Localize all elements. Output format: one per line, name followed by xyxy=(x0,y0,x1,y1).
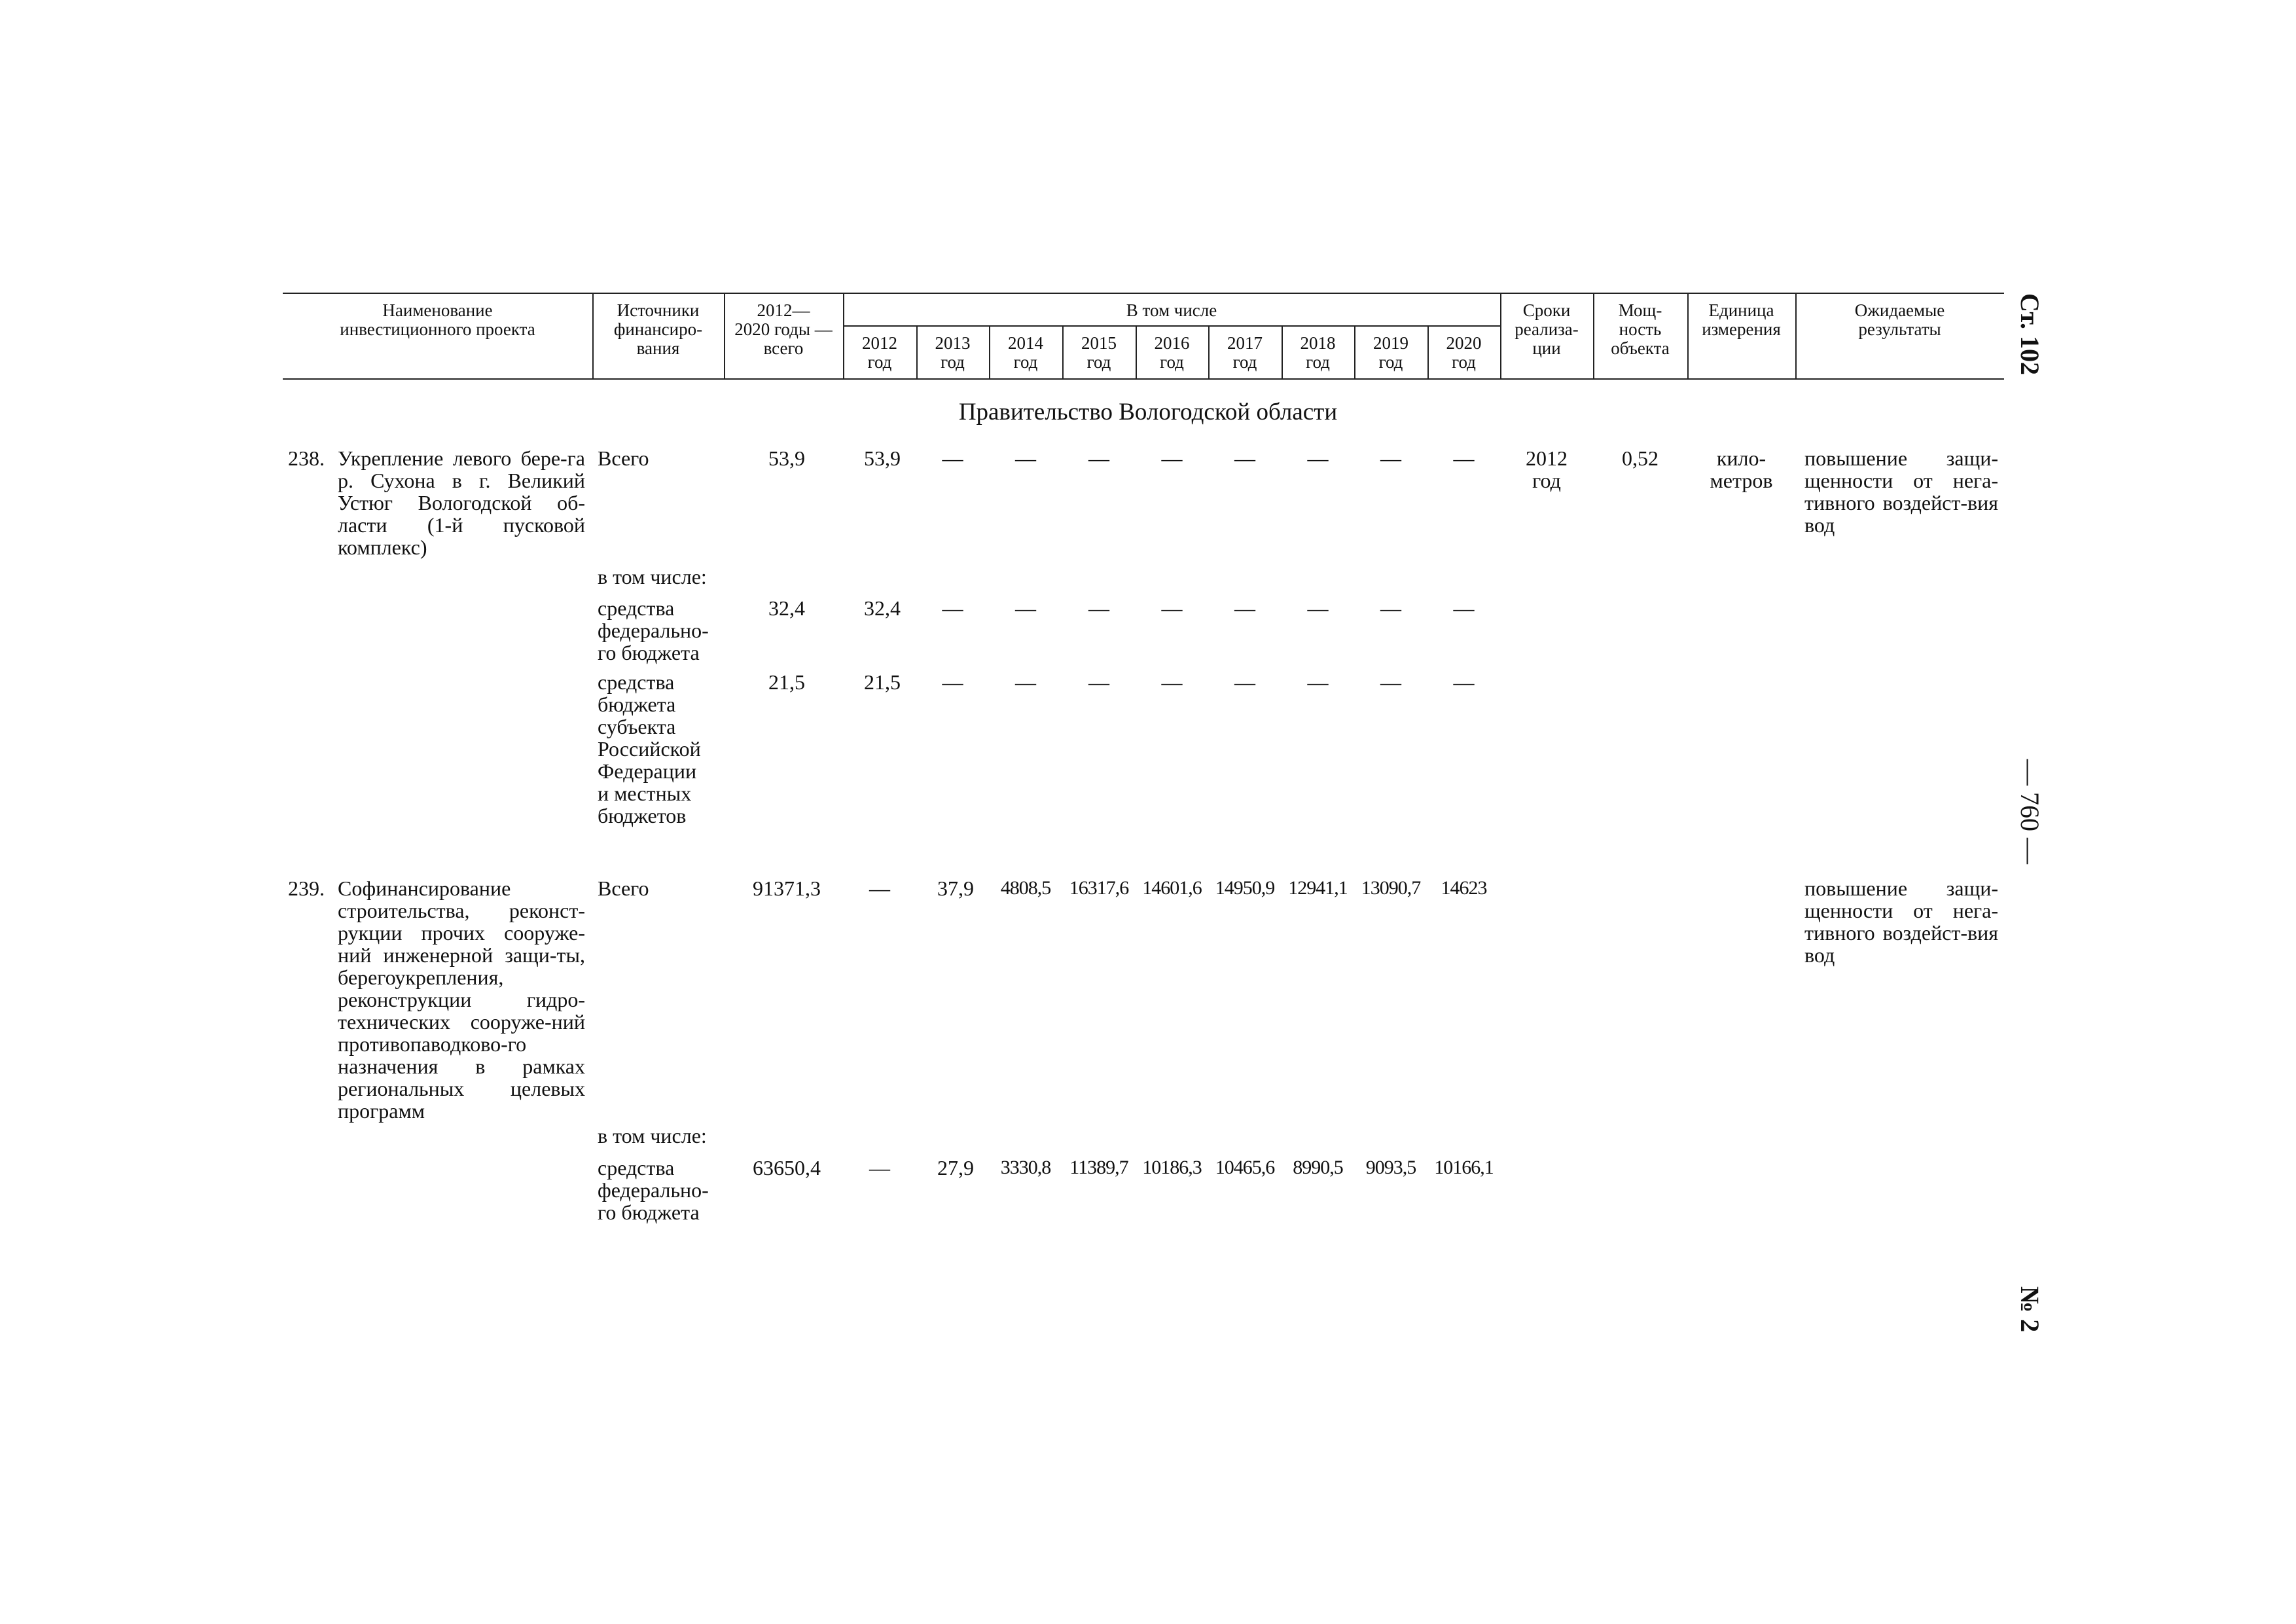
issue-number: № 2 xyxy=(2015,1286,2045,1333)
project-name: Укрепление левого бере-га р. Сухона в г. Великий Устюг Вологодской об-ласти (1-й пусковой комплекс) xyxy=(338,446,585,559)
total-value: 21,5 xyxy=(768,670,805,694)
year-value: 12941,1 xyxy=(1288,877,1348,899)
header-results: Ожидаемые результаты xyxy=(1854,300,1945,339)
source-label: Всего xyxy=(598,446,649,470)
total-value: 53,9 xyxy=(768,446,805,470)
year-value: — xyxy=(1380,596,1401,620)
year-value: 14623 xyxy=(1441,877,1487,899)
year-value: — xyxy=(942,670,963,694)
including-label: в том числе: xyxy=(598,1124,707,1147)
year-value: 13090,7 xyxy=(1361,877,1421,899)
years-rule xyxy=(843,325,1500,327)
year-value: 8990,5 xyxy=(1293,1157,1343,1178)
year-value: 10186,3 xyxy=(1142,1157,1202,1178)
year-value: — xyxy=(869,876,890,900)
year-value: — xyxy=(1088,596,1109,620)
source-label: средства бюджета субъекта Российской Федерации и местных бюджетов xyxy=(598,670,701,827)
year-value: 37,9 xyxy=(937,876,974,900)
year-value: — xyxy=(1380,670,1401,694)
year-value: — xyxy=(1015,670,1036,694)
year-value: — xyxy=(1453,446,1475,470)
year-value: — xyxy=(1015,596,1036,620)
year-value: 16317,6 xyxy=(1069,877,1129,899)
year-value: — xyxy=(942,596,963,620)
year-value: — xyxy=(1453,596,1475,620)
year-value: — xyxy=(869,1156,890,1180)
source-label: средства федерально- го бюджета xyxy=(598,1156,709,1224)
year-value: 10166,1 xyxy=(1434,1157,1494,1178)
header-year: 2012 год xyxy=(862,333,897,372)
year-value: — xyxy=(1380,446,1401,470)
header-total: 2012— 2020 годы — всего xyxy=(734,300,833,358)
header-terms: Сроки реализа- ции xyxy=(1515,300,1579,358)
year-value: — xyxy=(1161,596,1183,620)
header-year: 2015 год xyxy=(1081,333,1117,372)
header-year: 2018 год xyxy=(1300,333,1336,372)
header-sources: Источники финансиро- вания xyxy=(613,300,703,358)
header-year: 2013 год xyxy=(935,333,971,372)
total-value: 91371,3 xyxy=(753,876,821,900)
capacity-value: 0,52 xyxy=(1622,446,1659,470)
header-capacity: Мощ- ность объекта xyxy=(1611,300,1670,358)
year-value: — xyxy=(1015,446,1036,470)
year-value: — xyxy=(1307,446,1329,470)
source-label: Всего xyxy=(598,876,649,900)
header-including: В том числе xyxy=(1126,300,1217,320)
header-year: 2017 год xyxy=(1227,333,1263,372)
year-value: 21,5 xyxy=(864,670,901,694)
section-title: Правительство Вологодской области xyxy=(958,399,1338,425)
year-value: — xyxy=(1088,446,1109,470)
header-year: 2014 год xyxy=(1008,333,1043,372)
year-value: — xyxy=(1453,670,1475,694)
year-value: — xyxy=(1161,670,1183,694)
year-value: 9093,5 xyxy=(1365,1157,1416,1178)
header-year: 2020 год xyxy=(1446,333,1482,372)
including-label: в том числе: xyxy=(598,565,707,588)
unit-value: кило- метров xyxy=(1710,446,1773,492)
year-value: 3330,8 xyxy=(1000,1157,1051,1178)
expected-results: повышение защи-щенности от нега-тивного воздейст-вия вод xyxy=(1804,876,1998,967)
total-value: 32,4 xyxy=(768,596,805,620)
source-label: средства федерально- го бюджета xyxy=(598,596,709,664)
year-value: — xyxy=(1088,670,1109,694)
year-value: 14601,6 xyxy=(1142,877,1202,899)
year-value: 14950,9 xyxy=(1215,877,1275,899)
year-value: 10465,6 xyxy=(1215,1157,1275,1178)
page-number: — 760 — xyxy=(2015,759,2045,864)
year-value: — xyxy=(1234,446,1255,470)
header-year: 2016 год xyxy=(1154,333,1190,372)
year-value: 53,9 xyxy=(864,446,901,470)
year-value: 27,9 xyxy=(937,1156,974,1180)
page-article-label: Ст. 102 xyxy=(2015,293,2045,375)
year-value: — xyxy=(1161,446,1183,470)
header-name: Наименование инвестиционного проекта xyxy=(340,300,535,339)
year-value: — xyxy=(942,446,963,470)
header-top-rule xyxy=(283,293,2004,294)
year-value: 4808,5 xyxy=(1000,877,1051,899)
header-unit: Единица измерения xyxy=(1702,300,1781,339)
year-value: 11389,7 xyxy=(1069,1157,1128,1178)
year-value: — xyxy=(1307,596,1329,620)
project-number: 238. xyxy=(288,446,325,470)
year-value: 32,4 xyxy=(864,596,901,620)
expected-results: повышение защи-щенности от нега-тивного воздейст-вия вод xyxy=(1804,446,1998,537)
header-year: 2019 год xyxy=(1373,333,1408,372)
project-number: 239. xyxy=(288,876,325,900)
project-name: Софинансирование строительства, реконст-рукции прочих сооруже-ний инженерной защи-ты, берегоукрепления, реконструкции гидро-технических сооруже-ний противопаводково-го назначения в рамках региональных целевых программ xyxy=(338,876,585,1123)
total-value: 63650,4 xyxy=(753,1156,821,1180)
year-value: — xyxy=(1307,670,1329,694)
implementation-term: 2012 год xyxy=(1526,446,1568,492)
year-value: — xyxy=(1234,670,1255,694)
header-bottom-rule xyxy=(283,378,2004,380)
year-value: — xyxy=(1234,596,1255,620)
